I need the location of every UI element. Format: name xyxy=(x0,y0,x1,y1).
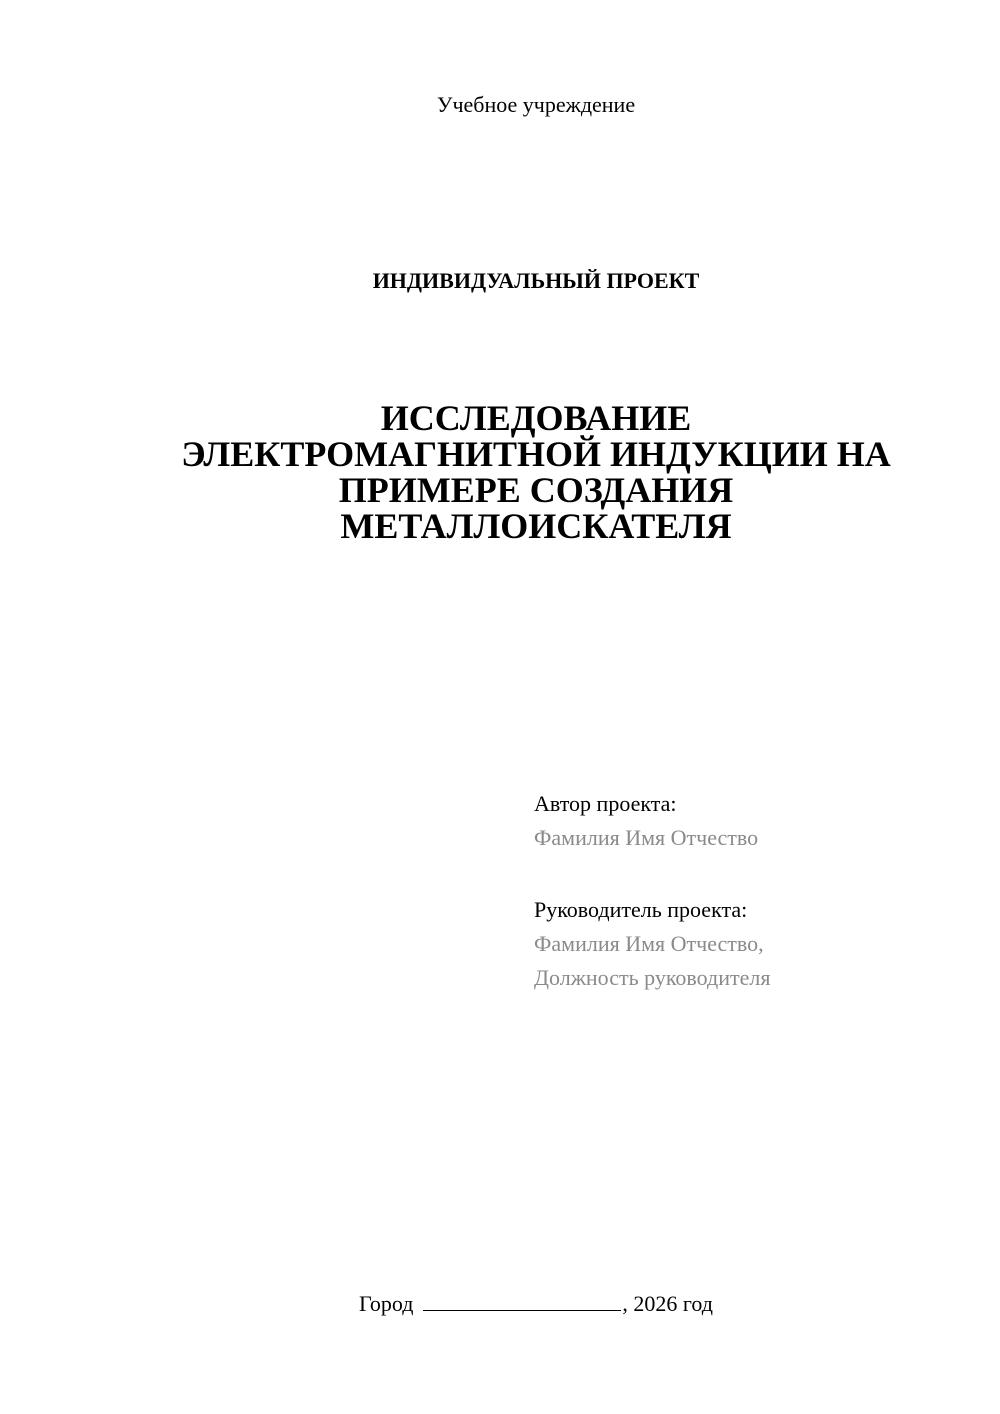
title-line: МЕТАЛЛОИСКАТЕЛЯ xyxy=(340,506,732,546)
city-blank-line xyxy=(423,1292,621,1311)
project-title xyxy=(0,400,1000,544)
supervisor-label: Руководитель проекта: xyxy=(534,897,748,922)
author-name: Фамилия Имя Отчество xyxy=(534,825,759,850)
city-label: Город xyxy=(359,1291,414,1316)
supervisor-position: Должность руководителя xyxy=(534,965,771,990)
author-block xyxy=(534,787,974,855)
project-type-heading: ИНДИВИДУАЛЬНЫЙ ПРОЕКТ xyxy=(372,268,700,293)
year-text: , 2026 год xyxy=(622,1291,713,1316)
supervisor-name: Фамилия Имя Отчество, xyxy=(534,931,764,956)
supervisor-block xyxy=(534,893,974,995)
title-line: ЭЛЕКТРОМАГНИТНОЙ ИНДУКЦИИ НА xyxy=(181,434,891,474)
footer-city-year xyxy=(0,1289,1000,1319)
institution-name: Учебное учреждение xyxy=(436,92,636,117)
author-label: Автор проекта: xyxy=(534,791,677,816)
title-line: ПРИМЕРЕ СОЗДАНИЯ xyxy=(338,470,734,510)
title-line: ИССЛЕДОВАНИЕ xyxy=(380,398,692,438)
